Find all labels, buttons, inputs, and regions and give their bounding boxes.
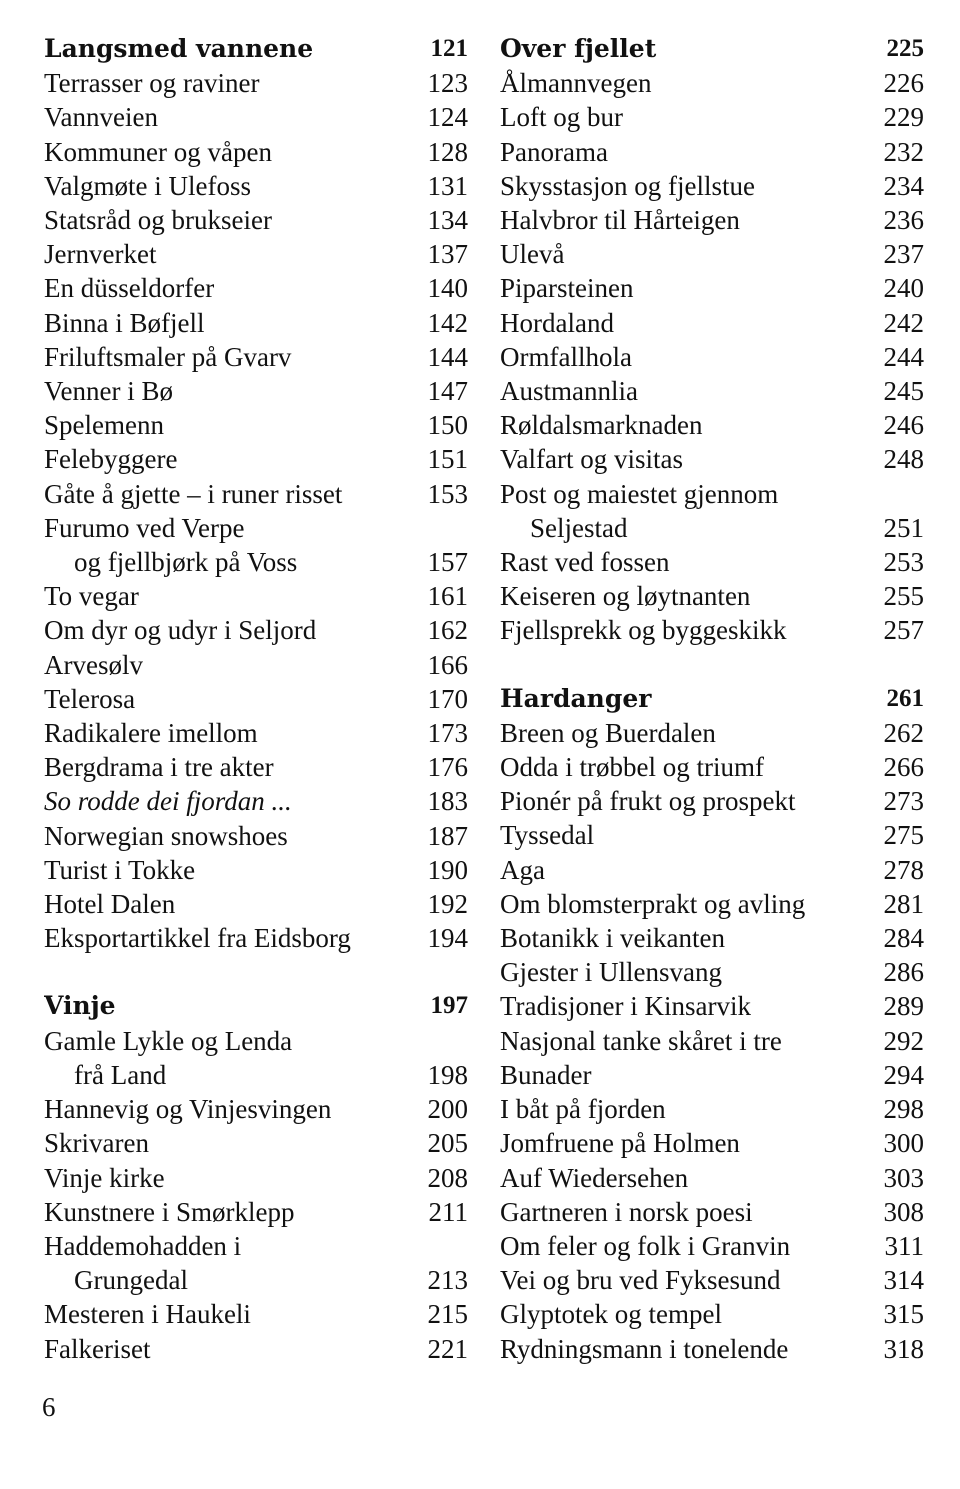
toc-entry (500, 408, 924, 442)
entry-title: Halvbror til Hårteigen (500, 205, 740, 236)
entry-title: Skrivaren (44, 1128, 149, 1159)
toc-entry (500, 887, 924, 921)
toc-entry (500, 545, 924, 579)
entry-title: Nasjonal tanke skåret i tre (500, 1025, 782, 1056)
toc-entry (500, 66, 924, 100)
toc-entry (500, 203, 924, 237)
entry-title: Post og maiestet gjennom (500, 478, 779, 509)
toc-entry (500, 955, 924, 989)
page-ref: 315 (883, 1299, 924, 1330)
section-heading (500, 682, 924, 716)
page-ref: 131 (427, 170, 468, 201)
entry-title: Jomfruene på Holmen (500, 1128, 740, 1159)
page-ref: 137 (427, 239, 468, 270)
page-ref: 166 (427, 649, 468, 680)
toc-entry (500, 169, 924, 203)
page-ref: 170 (427, 683, 468, 714)
toc-entry (44, 442, 468, 476)
entry-title: Gartneren i norsk poesi (500, 1196, 753, 1227)
page-ref: 244 (883, 341, 924, 372)
toc-column-left (44, 32, 468, 1366)
toc-entry (44, 682, 468, 716)
page-ref: 208 (427, 1162, 468, 1193)
entry-title: Vei og bru ved Fyksesund (500, 1265, 781, 1296)
toc-entry (500, 135, 924, 169)
section-title: Hardanger (500, 683, 652, 713)
entry-title: Rast ved fossen (500, 547, 670, 578)
toc-entry (500, 1092, 924, 1126)
toc-entry (44, 1058, 468, 1092)
toc-entry (500, 340, 924, 374)
toc-entry (44, 853, 468, 887)
toc-entry (44, 784, 468, 818)
toc-entry (500, 374, 924, 408)
entry-title: Ulevå (500, 239, 565, 270)
toc-entry (44, 921, 468, 955)
page-ref: 311 (884, 1230, 924, 1261)
entry-title: Eksportartikkel fra Eidsborg (44, 923, 351, 954)
section-title: Langsmed vannene (44, 34, 314, 63)
toc-entry (44, 1332, 468, 1366)
toc-entry (44, 408, 468, 442)
toc-entry (44, 169, 468, 203)
entry-title: Gåte å gjette – i runer risset (44, 478, 343, 509)
page-ref: 284 (883, 923, 924, 954)
toc-entry (500, 579, 924, 613)
entry-title: Tradisjoner i Kinsarvik (500, 991, 751, 1022)
entry-title: Norwegian snowshoes (44, 820, 288, 851)
toc-entry (44, 887, 468, 921)
entry-title: Rydningsmann i tonelende (500, 1333, 789, 1364)
entry-title: frå Land (74, 1059, 167, 1090)
entry-title: Skysstasjon og fjellstue (500, 170, 755, 201)
toc-entry (500, 477, 924, 511)
entry-title: Om feler og folk i Granvin (500, 1230, 791, 1261)
page-ref: 242 (883, 307, 924, 338)
toc-entry (500, 818, 924, 852)
section-heading (44, 989, 468, 1023)
toc-entry (44, 579, 468, 613)
entry-title: Glyptotek og tempel (500, 1299, 722, 1330)
entry-title: Grungedal (74, 1265, 188, 1296)
toc-entry (500, 1126, 924, 1160)
page-ref: 253 (883, 547, 924, 578)
page-ref: 173 (427, 718, 468, 749)
toc-entry (500, 271, 924, 305)
entry-title: Venner i Bø (44, 376, 173, 407)
toc-entry (44, 1024, 468, 1058)
entry-title: Røldalsmarknaden (500, 410, 703, 441)
toc-entry (44, 545, 468, 579)
page-ref: 147 (427, 376, 468, 407)
entry-title: Bergdrama i tre akter (44, 752, 274, 783)
entry-title: Hordaland (500, 307, 614, 338)
page-ref: 197 (430, 992, 468, 1020)
entry-title: Ormfallhola (500, 341, 632, 372)
page-ref: 237 (883, 239, 924, 270)
entry-title: I båt på fjorden (500, 1094, 666, 1125)
entry-title: Vannveien (44, 102, 158, 133)
entry-title: Kommuner og våpen (44, 136, 272, 167)
page-ref: 318 (883, 1333, 924, 1364)
page-ref: 192 (427, 889, 468, 920)
section-heading (44, 32, 468, 66)
page-ref: 229 (883, 102, 924, 133)
page-ref: 200 (427, 1094, 468, 1125)
toc-entry (44, 1092, 468, 1126)
page-ref: 261 (886, 684, 924, 712)
page-ref: 151 (427, 444, 468, 475)
entry-title: Jernverket (44, 239, 157, 270)
entry-title: Spelemenn (44, 410, 164, 441)
page-ref: 251 (883, 512, 924, 543)
entry-title: Turist i Tokke (44, 854, 196, 885)
page-ref: 240 (883, 273, 924, 304)
page-ref: 128 (427, 136, 468, 167)
toc-entry (44, 1161, 468, 1195)
page-ref: 257 (883, 615, 924, 646)
page-ref: 232 (883, 136, 924, 167)
entry-title: Bunader (500, 1059, 592, 1090)
entry-title: Vinje kirke (44, 1162, 165, 1193)
toc-entry (500, 784, 924, 818)
toc-entry (500, 853, 924, 887)
toc-entry (500, 100, 924, 134)
toc-entry (44, 613, 468, 647)
toc-entry (500, 1263, 924, 1297)
page-ref: 161 (427, 581, 468, 612)
entry-title: Odda i trøbbel og triumf (500, 752, 764, 783)
toc-entry (44, 1195, 468, 1229)
toc-entry (500, 716, 924, 750)
toc-entry (44, 716, 468, 750)
page-ref: 275 (883, 820, 924, 851)
entry-title: Tyssedal (500, 820, 595, 851)
toc-entry (500, 511, 924, 545)
toc-entry (44, 374, 468, 408)
page-ref: 176 (427, 752, 468, 783)
toc-entry (500, 1332, 924, 1366)
toc-entry (44, 511, 468, 545)
toc-entry (44, 477, 468, 511)
section-title: Over fjellet (500, 34, 657, 63)
entry-title: Hannevig og Vinjesvingen (44, 1094, 332, 1125)
toc-entry (500, 1058, 924, 1092)
entry-title: Fjellsprekk og byggeskikk (500, 615, 787, 646)
entry-title: Mesteren i Haukeli (44, 1299, 251, 1330)
page-ref: 303 (883, 1162, 924, 1193)
page-ref: 183 (427, 786, 468, 817)
toc-entry (44, 271, 468, 305)
toc-entry (44, 648, 468, 682)
toc-entry (500, 613, 924, 647)
entry-title: Auf Wiedersehen (500, 1162, 689, 1193)
page-ref: 234 (883, 170, 924, 201)
page-ref: 162 (427, 615, 468, 646)
entry-title: Breen og Buerdalen (500, 717, 716, 748)
page-ref: 124 (427, 102, 468, 133)
entry-title: Friluftsmaler på Gvarv (44, 341, 292, 372)
toc-entry (500, 1161, 924, 1195)
toc-entry (44, 203, 468, 237)
section-title: Vinje (44, 991, 116, 1021)
toc-entry (500, 237, 924, 271)
toc-entry (44, 100, 468, 134)
toc-entry (44, 135, 468, 169)
entry-title: Binna i Bøfjell (44, 307, 205, 338)
entry-title: Om dyr og udyr i Seljord (44, 615, 317, 646)
toc-entry (500, 306, 924, 340)
page-ref: 281 (883, 888, 924, 919)
page-ref: 221 (427, 1333, 468, 1364)
toc-entry (500, 750, 924, 784)
entry-title: Aga (500, 854, 545, 885)
page-ref: 225 (886, 35, 924, 62)
entry-title: Telerosa (44, 683, 136, 714)
page-ref: 300 (883, 1128, 924, 1159)
entry-title: To vegar (44, 581, 139, 612)
entry-title: Haddemohadden i (44, 1230, 242, 1261)
toc-entry (500, 1195, 924, 1229)
toc-entry (44, 340, 468, 374)
page-ref: 294 (883, 1059, 924, 1090)
entry-title: Arvesølv (44, 649, 143, 680)
entry-title: Botanikk i veikanten (500, 923, 725, 954)
toc-entry (500, 1229, 924, 1263)
page-ref: 153 (427, 478, 468, 509)
entry-title: Falkeriset (44, 1333, 151, 1364)
page-ref: 308 (883, 1196, 924, 1227)
page-number: 6 (42, 1392, 56, 1422)
entry-title: Hotel Dalen (44, 889, 176, 920)
page-ref: 236 (883, 205, 924, 236)
toc-entry (500, 989, 924, 1023)
page-ref: 215 (427, 1299, 468, 1330)
toc-entry (44, 1297, 468, 1331)
entry-title: Gamle Lykle og Lenda (44, 1025, 293, 1056)
entry-title: Valgmøte i Ulefoss (44, 170, 251, 201)
page-ref: 262 (883, 717, 924, 748)
entry-title: Austmannlia (500, 376, 638, 407)
entry-title: Furumo ved Verpe (44, 512, 245, 543)
entry-title: Pionér på frukt og prospekt (500, 786, 796, 817)
entry-title: Loft og bur (500, 102, 623, 133)
toc-entry (44, 750, 468, 784)
page-ref: 142 (427, 307, 468, 338)
entry-title: Om blomsterprakt og avling (500, 888, 806, 919)
page-ref: 273 (883, 786, 924, 817)
page-ref: 187 (427, 820, 468, 851)
page-ref: 194 (427, 923, 468, 954)
page-ref: 314 (883, 1265, 924, 1296)
entry-title: Valfart og visitas (500, 444, 683, 475)
page-ref: 121 (430, 35, 468, 62)
entry-title: Keiseren og løytnanten (500, 581, 751, 612)
toc-entry (44, 1126, 468, 1160)
page-ref: 190 (427, 854, 468, 885)
entry-title: Ålmannvegen (500, 68, 652, 99)
page-ref: 123 (427, 68, 468, 99)
entry-title: Gjester i Ullensvang (500, 957, 722, 988)
page-ref: 140 (427, 273, 468, 304)
page-ref: 198 (427, 1059, 468, 1090)
toc-entry (44, 1263, 468, 1297)
entry-title: So rodde dei fjordan ... (44, 786, 292, 817)
page-ref: 255 (883, 581, 924, 612)
page-ref: 289 (883, 991, 924, 1022)
page-ref: 292 (883, 1025, 924, 1056)
page-ref: 248 (883, 444, 924, 475)
entry-title: Terrasser og raviner (44, 68, 260, 99)
entry-title: Radikalere imellom (44, 718, 258, 749)
page-ref: 213 (427, 1265, 468, 1296)
toc-column-right (500, 32, 924, 1366)
page-ref: 157 (427, 547, 468, 578)
entry-title: og fjellbjørk på Voss (74, 547, 298, 578)
toc-entry (44, 1229, 468, 1263)
entry-title: Seljestad (530, 512, 628, 543)
page-ref: 144 (427, 341, 468, 372)
section-heading (500, 32, 924, 66)
entry-title: En düsseldorfer (44, 273, 215, 304)
entry-title: Statsråd og brukseier (44, 205, 272, 236)
page-ref: 150 (427, 410, 468, 441)
toc-entry (44, 306, 468, 340)
entry-title: Kunstnere i Smørklepp (44, 1196, 295, 1227)
entry-title: Felebyggere (44, 444, 178, 475)
toc-entry (44, 237, 468, 271)
page-ref: 211 (428, 1196, 468, 1227)
toc-entry (44, 66, 468, 100)
entry-title: Panorama (500, 136, 608, 167)
toc-entry (500, 442, 924, 476)
page-ref: 278 (883, 854, 924, 885)
page-ref: 298 (883, 1094, 924, 1125)
entry-title: Piparsteinen (500, 273, 634, 304)
toc-entry (500, 1024, 924, 1058)
page-ref: 286 (883, 957, 924, 988)
toc-entry (500, 921, 924, 955)
page-ref: 246 (883, 410, 924, 441)
page-ref: 245 (883, 376, 924, 407)
toc-entry (500, 1297, 924, 1331)
toc-entry (44, 819, 468, 853)
page-ref: 226 (883, 68, 924, 99)
page-ref: 266 (883, 752, 924, 783)
page-ref: 134 (427, 205, 468, 236)
page-ref: 205 (427, 1128, 468, 1159)
